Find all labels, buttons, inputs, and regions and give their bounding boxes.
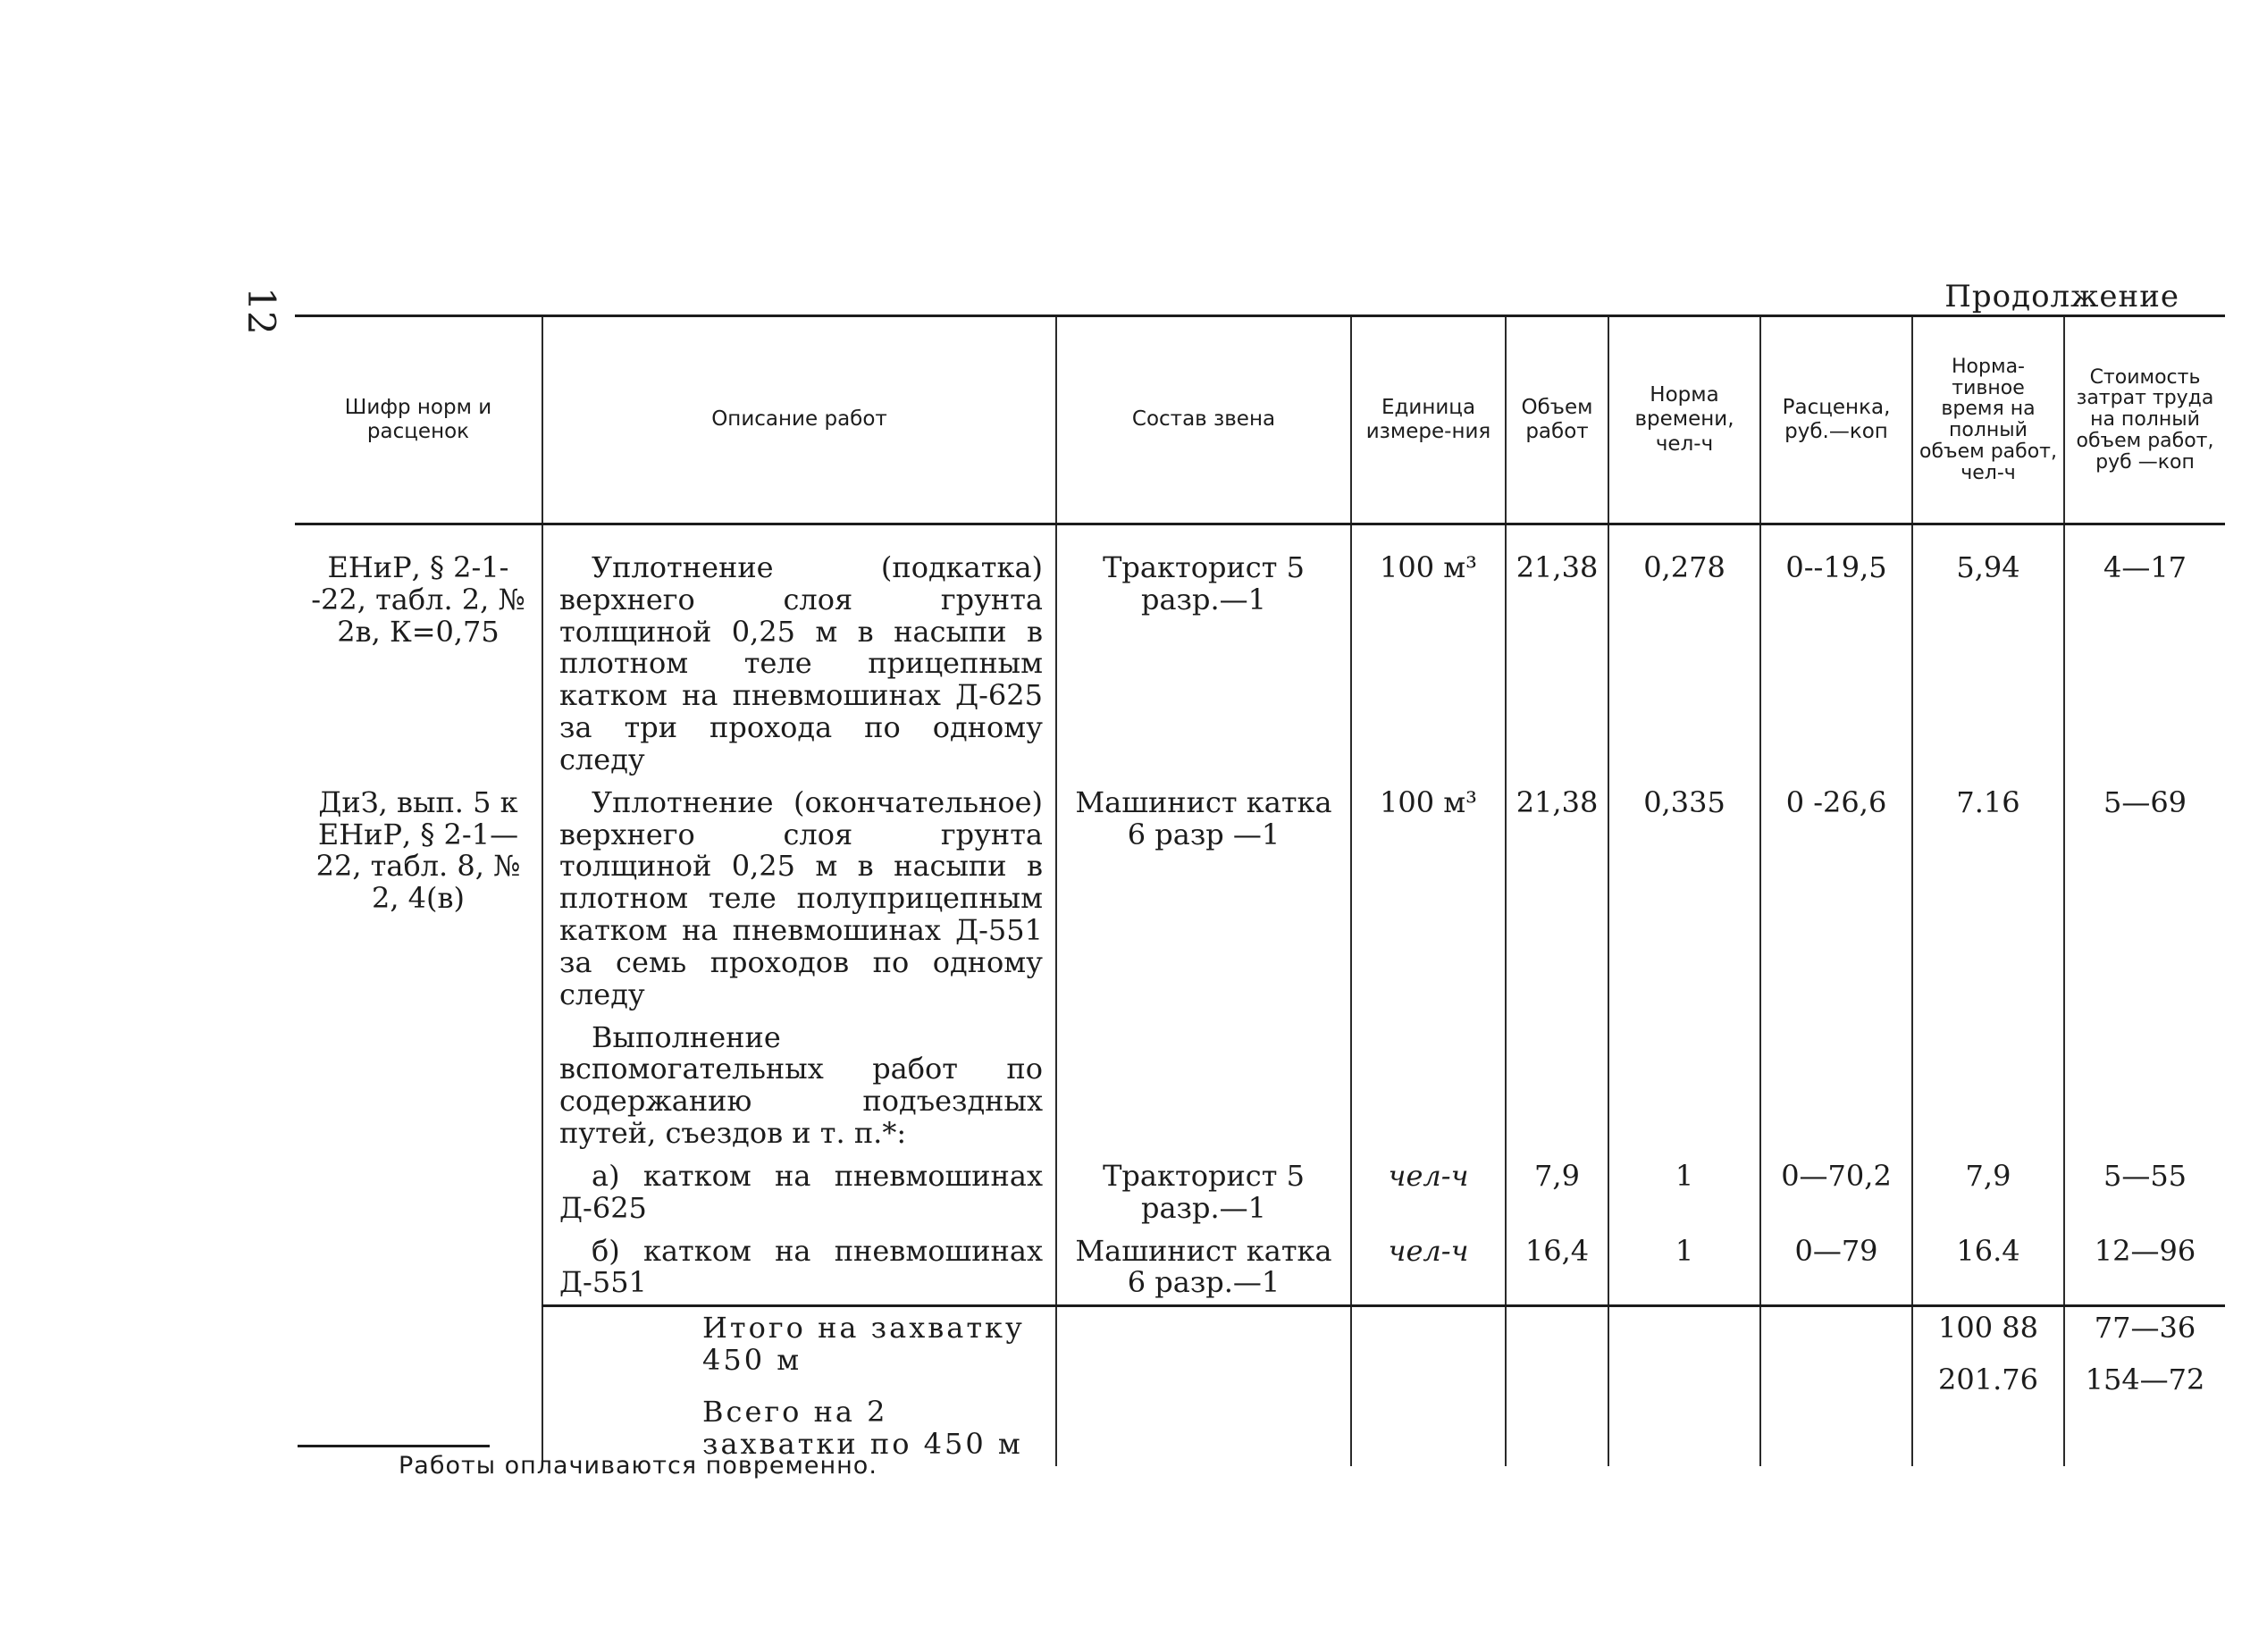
header-total-time: Норма-тивное время на полный объем работ, чел-ч [1912,316,2064,524]
cell-unit: чел-ч [1351,1155,1506,1230]
cell-rate: 0 -26,6 [1760,782,1912,1017]
cell-unit [1351,1306,1506,1466]
description-text: Уплотнение (окончательное) верхнего слоя грунта толщиной 0,25 м в насыпи в плотном теле полуприцепным катком на пневмошинах Д-551 за семь проходов по одному следу [559,784,1043,1011]
cell-unit: чел-ч [1351,1230,1506,1306]
total-cost-per-section: 77—36 [2094,1311,2196,1346]
cell-crew [1056,1306,1351,1466]
totals-row [295,1306,2225,1466]
cell-total-cost [2064,1306,2225,1466]
cell-crew [1056,1017,1351,1155]
norms-table [295,314,2225,1466]
cell-total-cost [2064,1017,2225,1155]
cell-unit: 100 м³ [1351,524,1506,782]
cell-rate [1760,1306,1912,1466]
cell-volume [1506,1306,1608,1466]
cell-code [295,1306,542,1466]
cell-rate: 0—70,2 [1760,1155,1912,1230]
cell-description [542,1017,1056,1155]
cell-total-cost: 4—17 [2064,524,2225,782]
header-norm: Норма времени, чел-ч [1608,316,1760,524]
description-text: Уплотнение (подкатка) верхнего слоя грунта толщиной 0,25 м в насыпи в плотном теле прицепным катком на пневмошинах Д-625 за три прохода по одному следу [559,550,1043,776]
cell-code: ДиЗ, вып. 5 к ЕНиР, § 2-1—22, табл. 8, № 2, 4(в) [315,784,521,916]
cell-norm: 0,278 [1608,524,1760,782]
table-row [295,1230,2225,1306]
page-number: 12 [239,287,283,335]
cell-volume: 21,38 [1506,524,1608,782]
table-row [295,1017,2225,1155]
total-time-two-sections: 201.76 [1938,1363,2038,1397]
total-two-sections-label: Всего на 2 захватки по 450 м [702,1394,1023,1461]
total-two-sections [559,1396,1043,1461]
cell-crew: Машинист катка 6 разр.—1 [1056,1230,1351,1306]
table-header-row [295,316,2225,524]
cell-code [295,1017,542,1155]
cell-total-time: 16.4 [1912,1230,2064,1306]
cell-description [542,1155,1056,1230]
cell-volume [1506,1017,1608,1155]
cell-volume: 7,9 [1506,1155,1608,1230]
norms-table-wrapper [295,314,2225,1461]
cell-total-cost: 5—55 [2064,1155,2225,1230]
cell-totals-labels [542,1306,1056,1466]
total-time-per-section: 100 88 [1938,1311,2038,1346]
cell-unit [1351,1017,1506,1155]
total-per-section-label: Итого на захватку 450 м [702,1311,1025,1378]
header-total-cost: Стоимость затрат труда на полный объем работ, руб —коп [2064,316,2225,524]
table-row [295,782,2225,1017]
cell-rate [1760,1017,1912,1155]
header-volume: Объем работ [1506,316,1608,524]
description-text: б) катком на пневмошинах Д-551 [559,1233,1043,1300]
description-text: а) катком на пневмошинах Д-625 [559,1158,1043,1225]
bottom-rule [298,1445,490,1447]
total-cost-two-sections: 154—72 [2085,1363,2205,1397]
cell-unit: 100 м³ [1351,782,1506,1017]
cell-total-cost: 5—69 [2064,782,2225,1017]
header-code: Шифр норм и расценок [295,316,542,524]
cell-description [542,1230,1056,1306]
description-text: Выполнение вспомогательных работ по содержанию подъездных путей, съездов и т. п.*: [559,1019,1043,1151]
cell-crew: Тракторист 5 разр.—1 [1056,1155,1351,1230]
cell-norm [1608,1017,1760,1155]
cell-volume: 16,4 [1506,1230,1608,1306]
total-per-section [559,1312,1043,1377]
cell-rate: 0--19,5 [1760,524,1912,782]
cell-norm: 1 [1608,1230,1760,1306]
table-row [295,1155,2225,1230]
header-crew: Состав звена [1056,316,1351,524]
footnote: Работы оплачиваются повременно. [399,1452,877,1480]
header-unit: Единица измере-ния [1351,316,1506,524]
cell-norm: 1 [1608,1155,1760,1230]
cell-code: ЕНиР, § 2-1--22, табл. 2, № 2в, К=0,75 [311,550,525,649]
cell-total-time: 5,94 [1912,524,2064,782]
cell-crew: Тракторист 5 разр.—1 [1056,524,1351,782]
cell-total-time: 7,9 [1912,1155,2064,1230]
cell-total-time: 7.16 [1912,782,2064,1017]
table-row [295,524,2225,782]
cell-code [295,1230,542,1306]
cell-crew: Машинист катка 6 разр —1 [1056,782,1351,1017]
cell-total-time [1912,1017,2064,1155]
header-rate: Расценка, руб.—коп [1760,316,1912,524]
cell-norm: 0,335 [1608,782,1760,1017]
cell-norm [1608,1306,1760,1466]
cell-volume: 21,38 [1506,782,1608,1017]
header-description: Описание работ [542,316,1056,524]
cell-total-cost: 12—96 [2064,1230,2225,1306]
cell-description [542,782,1056,1017]
continuation-label: Продолжение [1944,279,2179,314]
cell-code [295,1155,542,1230]
cell-description [542,524,1056,782]
cell-total-time [1912,1306,2064,1466]
cell-rate: 0—79 [1760,1230,1912,1306]
